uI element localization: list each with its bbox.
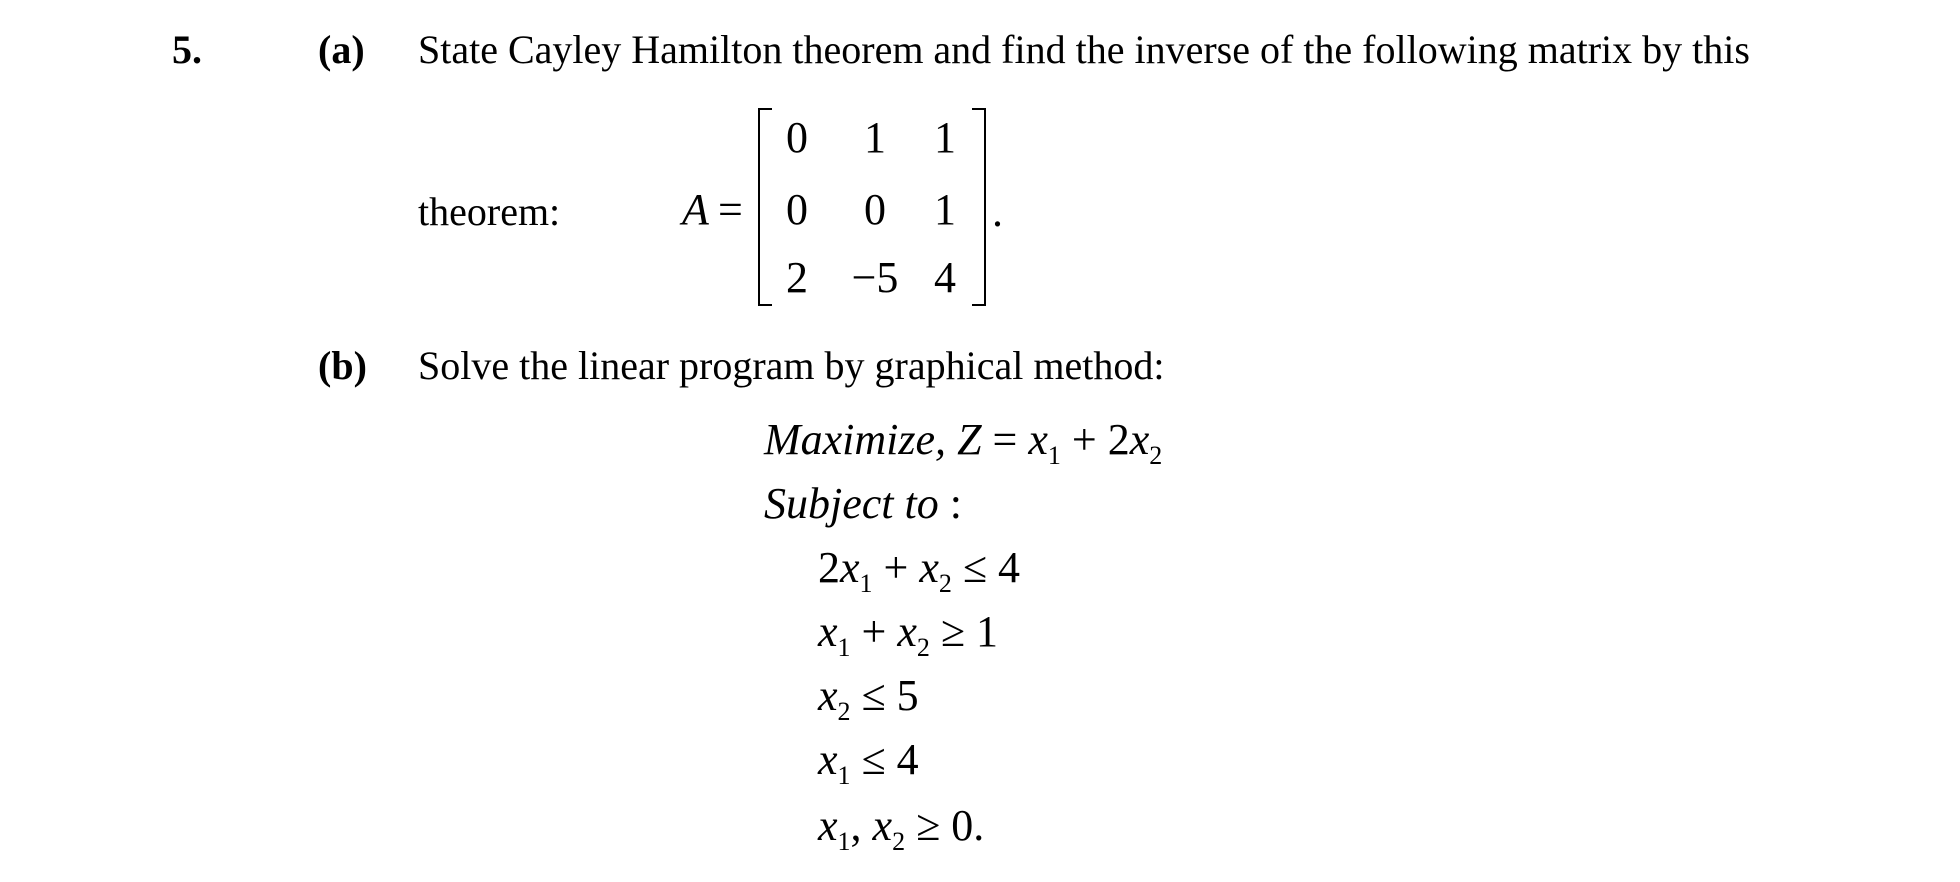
matrix-cell: 4 xyxy=(934,253,956,302)
objective-function xyxy=(764,415,1163,470)
matrix-cell: 1 xyxy=(934,185,956,234)
matrix-cell: 0 xyxy=(786,113,808,162)
constraint-5-sub1: 1 xyxy=(837,827,851,856)
objective-x1: x xyxy=(1028,415,1048,464)
matrix-cell: 0 xyxy=(786,185,808,234)
constraint-3 xyxy=(818,671,919,726)
matrix-cell: −5 xyxy=(851,253,899,302)
constraint-2-x2: x xyxy=(897,607,917,656)
constraint-2-plus: + xyxy=(850,607,898,656)
constraint-3-relation: ≤ 5 xyxy=(850,671,919,720)
objective-equals: = xyxy=(981,415,1029,464)
constraint-5-relation: ≥ 0. xyxy=(905,801,985,850)
constraint-1-x2: x xyxy=(919,543,939,592)
part-a-continuation: theorem: xyxy=(418,189,561,234)
objective-variable: Z xyxy=(957,415,982,464)
constraint-4 xyxy=(818,735,919,790)
objective-plus: + 2 xyxy=(1060,415,1130,464)
constraint-1 xyxy=(818,543,1021,598)
constraint-2-sub2: 2 xyxy=(916,633,930,662)
subject-to xyxy=(764,479,962,528)
constraint-2-sub1: 1 xyxy=(837,633,851,662)
objective-sub1: 1 xyxy=(1047,441,1061,470)
matrix-cell: 1 xyxy=(864,113,886,162)
constraint-2-relation: ≥ 1 xyxy=(929,607,999,656)
constraint-1-coef: 2 xyxy=(818,543,840,592)
constraint-1-plus: + xyxy=(872,543,920,592)
constraint-5-comma: , xyxy=(850,801,873,850)
objective-keyword: Maximize, xyxy=(764,415,947,464)
question-number: 5. xyxy=(172,27,202,72)
matrix-period: . xyxy=(992,187,1003,236)
part-a-text: State Cayley Hamilton theorem and find the inverse of the following matrix by this xyxy=(418,27,1750,72)
constraint-2-x1: x xyxy=(818,607,838,656)
constraint-3-x: x xyxy=(818,671,838,720)
constraint-1-sub2: 2 xyxy=(938,569,952,598)
part-b-label: (b) xyxy=(318,343,367,388)
constraint-3-sub: 2 xyxy=(837,697,851,726)
constraint-5-x2: x xyxy=(872,801,893,850)
matrix-equals: = xyxy=(718,185,743,234)
matrix-cell: 2 xyxy=(786,253,808,302)
constraint-5-x1: x xyxy=(818,801,838,850)
matrix-cell: 1 xyxy=(934,113,956,162)
constraint-4-sub: 1 xyxy=(837,761,851,790)
constraint-5 xyxy=(818,801,985,856)
subject-to-label: Subject to xyxy=(764,479,939,528)
constraint-1-sub1: 1 xyxy=(859,569,873,598)
constraint-1-x1: x xyxy=(840,543,860,592)
constraint-5-sub2: 2 xyxy=(892,827,906,856)
matrix-variable: A xyxy=(682,185,709,234)
matrix-cell: 0 xyxy=(864,185,886,234)
part-a-label: (a) xyxy=(318,27,365,72)
part-b-text: Solve the linear program by graphical method: xyxy=(418,343,1165,388)
constraint-4-relation: ≤ 4 xyxy=(850,735,919,784)
constraint-2 xyxy=(818,607,999,662)
constraint-1-relation: ≤ 4 xyxy=(951,543,1021,592)
objective-sub2: 2 xyxy=(1149,441,1163,470)
subject-to-colon: : xyxy=(938,479,962,528)
objective-x2: x xyxy=(1129,415,1150,464)
constraint-4-x: x xyxy=(818,735,838,784)
